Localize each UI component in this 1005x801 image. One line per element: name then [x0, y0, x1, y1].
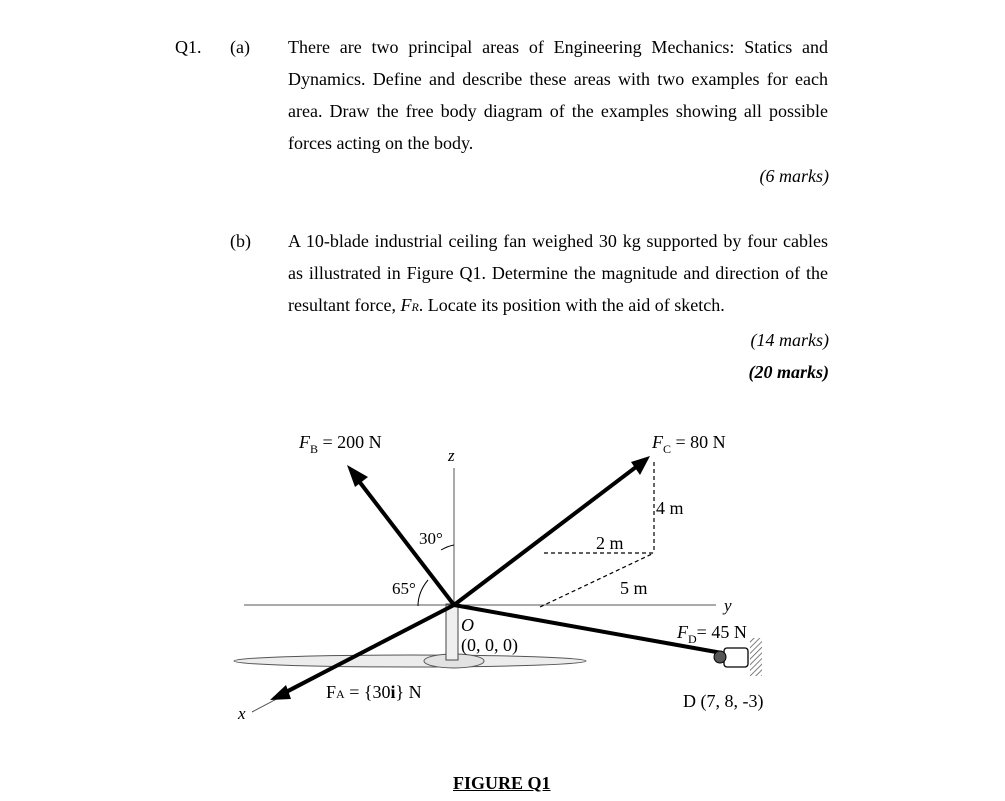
- force-a-label: FA = {30i} N: [326, 682, 422, 702]
- fan-post: [446, 604, 458, 660]
- angle-30-arc: [441, 545, 454, 550]
- arrowhead-fa: [270, 685, 291, 700]
- fan-blade: [234, 655, 586, 667]
- point-d-label: D (7, 8, -3): [683, 691, 764, 711]
- total-marks: (20 marks): [748, 362, 829, 382]
- force-d-label: $F_D= 45$ N: [677, 622, 747, 646]
- question-number: Q1.: [175, 37, 202, 57]
- dimension-5m: 5 m: [620, 578, 648, 598]
- force-c-label: $F_C = 80$ N: [652, 432, 726, 456]
- dimension-2m: 2 m: [596, 533, 624, 553]
- origin-coordinates: (0, 0, 0): [461, 635, 518, 655]
- angle-30-label: 30°: [419, 529, 443, 548]
- arrowhead-fc: [631, 456, 650, 475]
- origin-label: O: [461, 615, 474, 635]
- cable-fa: [282, 605, 454, 694]
- anchor-d-block: [724, 648, 748, 667]
- arrowhead-fb: [347, 465, 368, 487]
- part-a-text: There are two principal areas of Engineering Mechanics: Statics and Dynamics. Define and describe these areas with two examples for each area. Draw the free body diagram of the examples showing all possible forces acting on the body.: [288, 37, 828, 153]
- dimension-4m: 4 m: [656, 498, 684, 518]
- part-a-label: (a): [230, 37, 250, 57]
- angle-65-arc: [418, 580, 428, 606]
- part-b-label: (b): [230, 231, 251, 251]
- figure-caption: FIGURE Q1: [453, 773, 551, 793]
- anchor-d-wall: [750, 638, 762, 676]
- anchor-d-pin: [714, 651, 726, 663]
- force-b-label: $F_B = 200$ N: [299, 432, 382, 456]
- part-a-marks: (6 marks): [759, 166, 829, 186]
- y-axis-label: y: [724, 596, 732, 615]
- resultant-force-symbol: F: [400, 295, 412, 315]
- part-b-text-post: . Locate its position with the aid of sketch.: [418, 295, 725, 315]
- z-axis-label: z: [448, 446, 455, 465]
- part-b-marks: (14 marks): [750, 330, 829, 350]
- angle-65-label: 65°: [392, 579, 416, 598]
- x-axis-label: x: [238, 704, 246, 723]
- part-b-text-pre: A 10-blade industrial ceiling fan weighed 30 kg supported by four cables as illustrated in Figure Q1. Determine the magnitude and direction of the resultant force,: [288, 231, 828, 315]
- resultant-force-subscript: R: [411, 300, 419, 314]
